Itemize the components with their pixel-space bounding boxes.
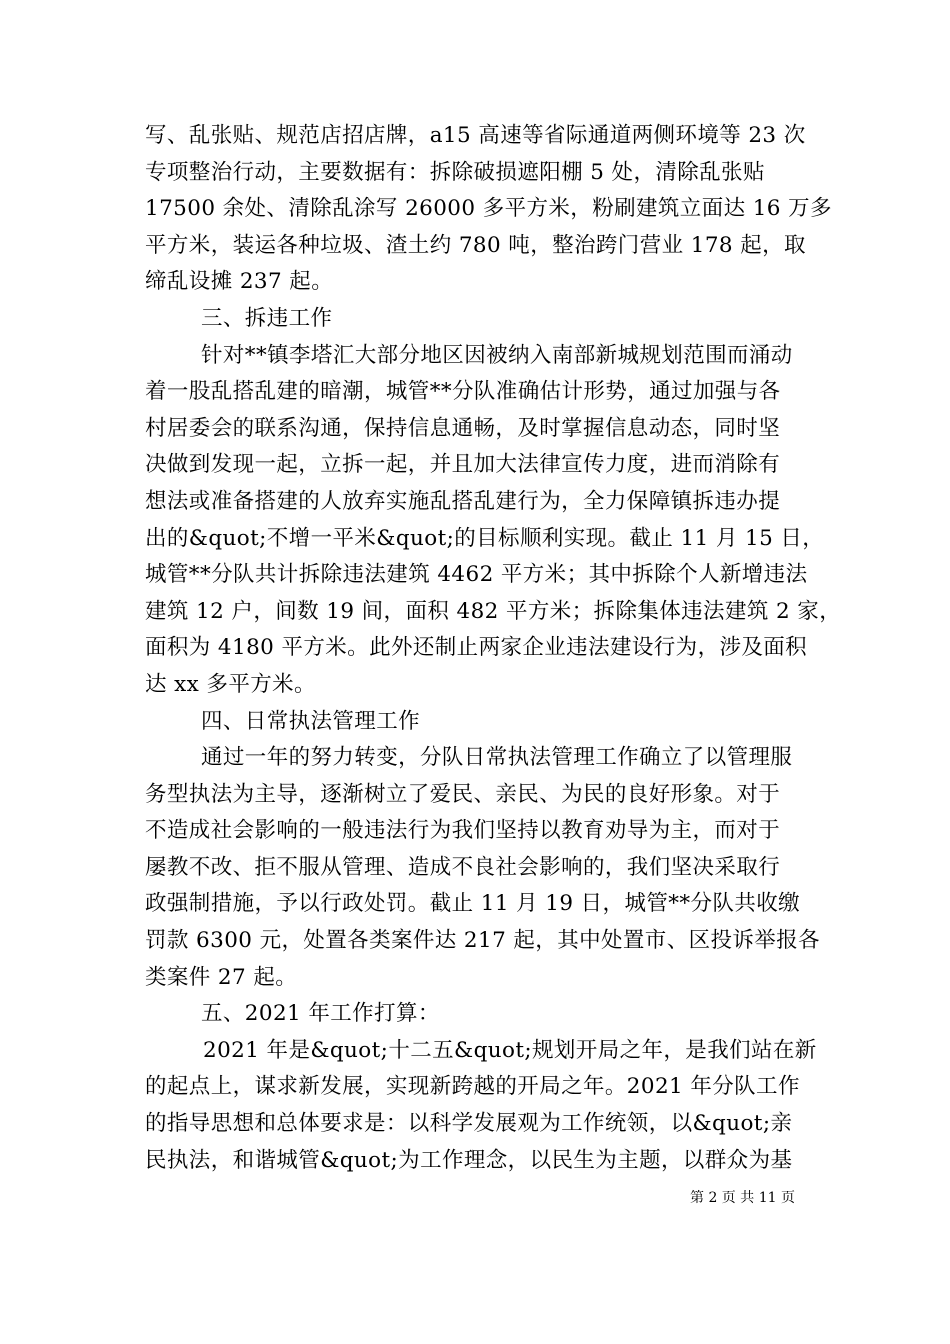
- heading-line: 四、日常执法管理工作: [201, 708, 421, 734]
- text-line: 政强制措施，予以行政处罚。截止 11 月 19 日，城管**分队共收缴: [145, 891, 801, 917]
- text-line: 民执法，和谐城管&quot;为工作理念，以民生为主题，以群众为基: [145, 1147, 793, 1173]
- text-line: 缔乱设摊 237 起。: [145, 269, 334, 295]
- text-line: 罚款 6300 元，处置各类案件达 217 起，其中处置市、区投诉举报各: [145, 928, 820, 954]
- text-line: 不造成社会影响的一般违法行为我们坚持以教育劝导为主，而对于: [145, 818, 781, 844]
- text-line: 城管**分队共计拆除违法建筑 4462 平方米；其中拆除个人新增违法: [145, 562, 808, 588]
- text-line: 2021 年是&quot;十二五&quot;规划开局之年，是我们站在新: [203, 1037, 817, 1063]
- text-line: 建筑 12 户，间数 19 间，面积 482 平方米；拆除集体违法建筑 2 家，: [145, 598, 842, 624]
- paragraph-city-rectification: [145, 118, 832, 301]
- text-line: 的指导思想和总体要求是：以科学发展观为工作统领，以&quot;亲: [145, 1111, 793, 1137]
- text-line: 想法或准备搭建的人放弃实施乱搭乱建行为，全力保障镇拆违办提: [145, 488, 781, 514]
- text-line: 的起点上，谋求新发展，实现新跨越的开局之年。2021 年分队工作: [145, 1074, 800, 1100]
- text-line: 通过一年的努力转变，分队日常执法管理工作确立了以管理服: [201, 745, 793, 771]
- paragraph-daily-enforcement: [145, 740, 820, 996]
- text-line: 写、乱张贴、规范店招店牌，a15 高速等省际通道两侧环境等 23 次: [145, 123, 806, 148]
- paragraph-2021-plan: [145, 1033, 817, 1179]
- section-heading-daily-enforcement: [145, 704, 810, 741]
- text-line: 出的&quot;不增一平米&quot;的目标顺利实现。截止 11 月 15 日，: [145, 525, 825, 551]
- section-heading-demolition: [145, 301, 810, 338]
- text-line: 务型执法为主导，逐渐树立了爱民、亲民、为民的良好形象。对于: [145, 781, 781, 807]
- paragraph-demolition: [145, 338, 842, 704]
- text-line: 着一股乱搭乱建的暗潮，城管**分队准确估计形势，通过加强与各: [145, 379, 781, 405]
- text-line: 专项整治行动，主要数据有：拆除破损遮阳棚 5 处，清除乱张贴: [145, 159, 765, 185]
- text-line: 面积为 4180 平方米。此外还制止两家企业违法建设行为，涉及面积: [145, 635, 808, 661]
- text-line: 平方米，装运各种垃圾、渣土约 780 吨，整治跨门营业 178 起，取: [145, 232, 806, 258]
- text-line: 决做到发现一起，立拆一起，并且加大法律宣传力度，进而消除有: [145, 452, 781, 478]
- text-line: 针对**镇李塔汇大部分地区因被纳入南部新城规划范围而涌动: [201, 342, 793, 368]
- page-number-footer: 第 2 页 共 11 页: [690, 1190, 795, 1206]
- text-line: 达 xx 多平方米。: [145, 671, 316, 697]
- heading-line: 五、2021 年工作打算：: [201, 1001, 440, 1027]
- heading-line: 三、拆违工作: [201, 305, 333, 331]
- text-line: 村居委会的联系沟通，保持信息通畅，及时掌握信息动态，同时坚: [145, 415, 781, 441]
- document-body: [145, 118, 842, 1179]
- section-heading-2021-plan: [145, 996, 810, 1033]
- text-line: 17500 余处、清除乱涂写 26000 多平方米，粉刷建筑立面达 16 万多: [145, 196, 832, 222]
- text-line: 屡教不改、拒不服从管理、造成不良社会影响的，我们坚决采取行: [145, 854, 781, 880]
- text-line: 类案件 27 起。: [145, 964, 298, 990]
